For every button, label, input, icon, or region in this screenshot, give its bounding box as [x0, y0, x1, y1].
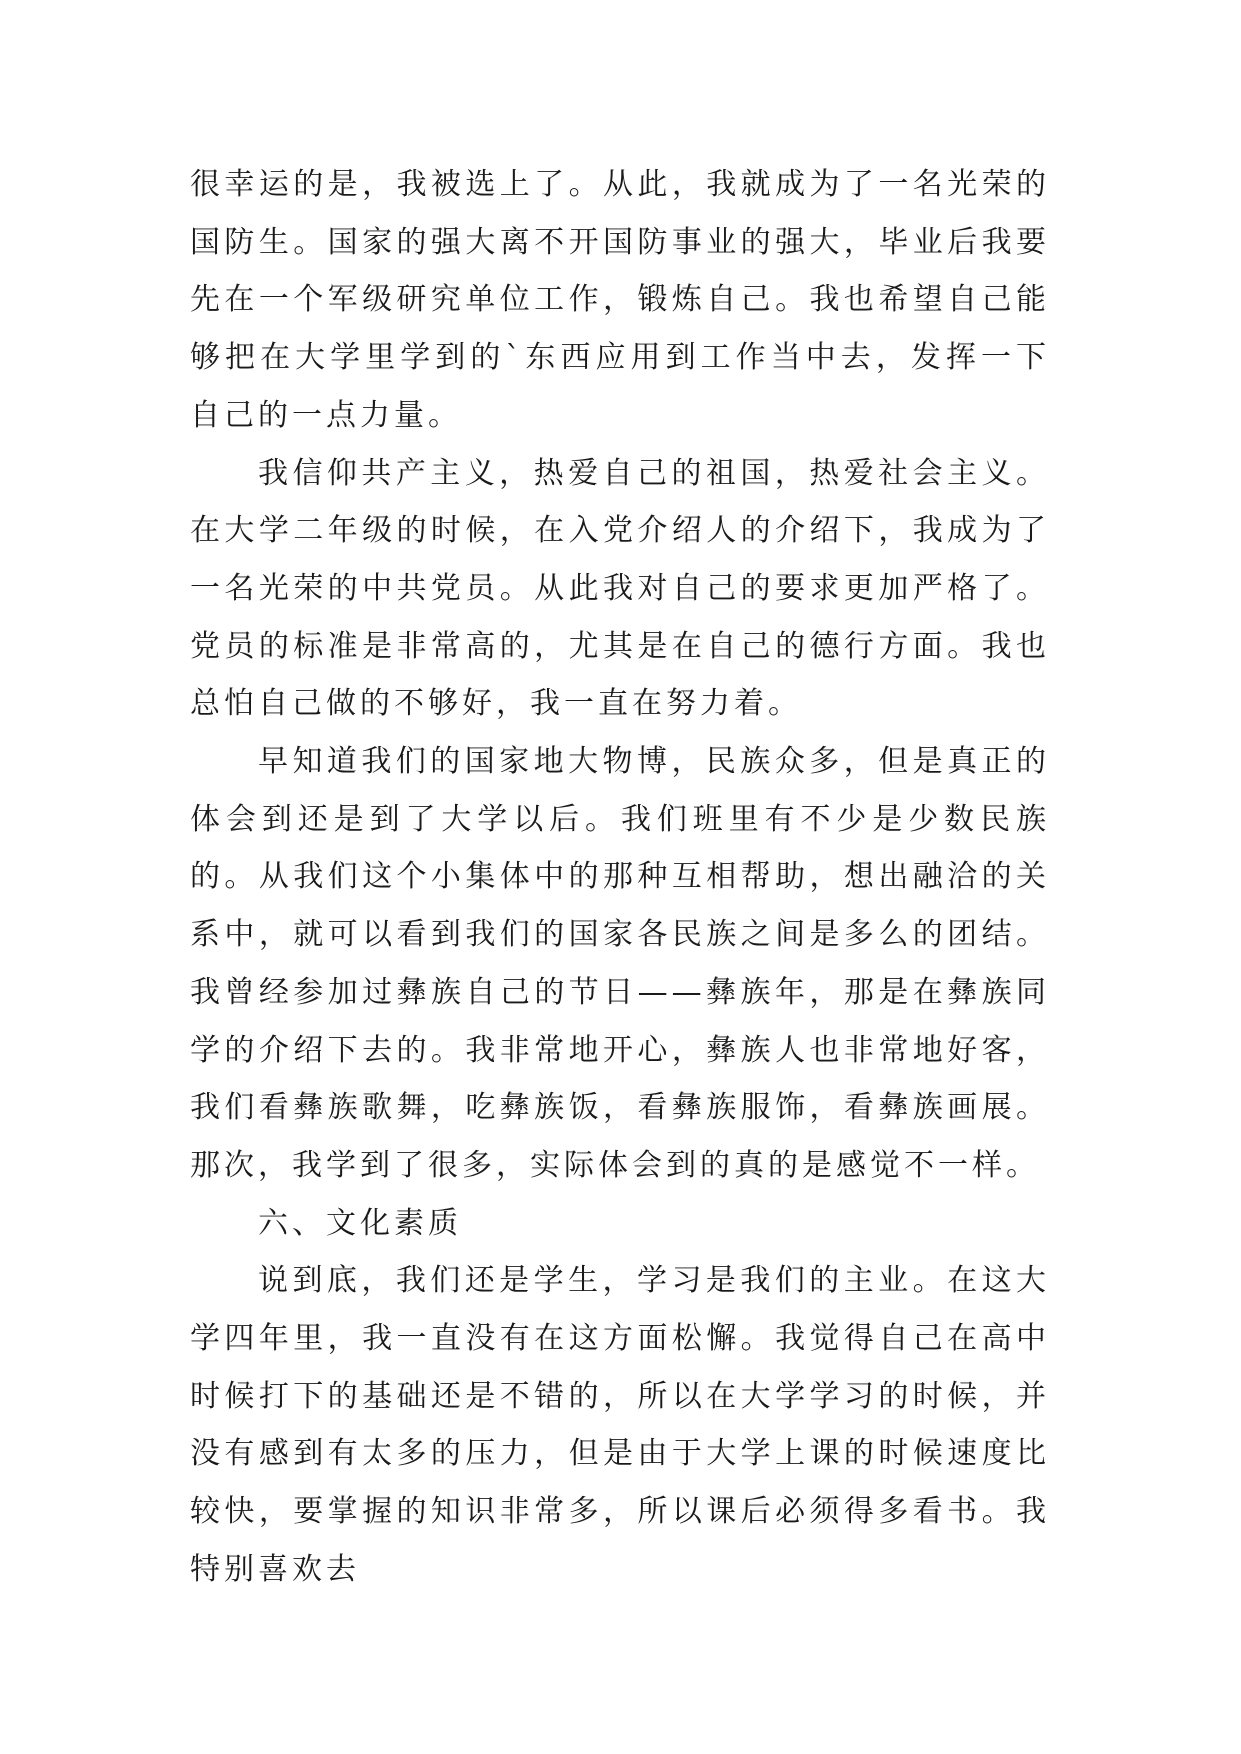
paragraph-3: 早知道我们的国家地大物博，民族众多，但是真正的体会到还是到了大学以后。我们班里有不少是少数民族的。从我们这个小集体中的那种互相帮助，想出融洽的关系中，就可以看到我们的国家各民族之间是多么的团结。我曾经参加过彝族自己的节日——彝族年，那是在彝族同学的介绍下去的。我非常地开心，彝族人也非常地好客，我们看彝族歌舞，吃彝族饭，看彝族服饰，看彝族画展。那次，我学到了很多，实际体会到的真的是感觉不一样。	[190, 744, 1050, 1183]
paragraph-2: 我信仰共产主义，热爱自己的祖国，热爱社会主义。在大学二年级的时候，在入党介绍人的介绍下，我成为了一名光荣的中共党员。从此我对自己的要求更加严格了。党员的标准是非常高的，尤其是在自己的德行方面。我也总怕自己做的不够好，我一直在努力着。	[190, 455, 1050, 722]
section-heading-culture: 六、文化素质	[258, 1205, 462, 1241]
paragraph-1: 很幸运的是，我被选上了。从此，我就成为了一名光荣的国防生。国家的强大离不开国防事业的强大，毕业后我要先在一个军级研究单位工作，锻炼自己。我也希望自己能够把在大学里学到的`东西应用到工作当中去，发挥一下自己的一点力量。	[190, 167, 1050, 433]
paragraph-4: 说到底，我们还是学生，学习是我们的主业。在这大学四年里，我一直没有在这方面松懈。我觉得自己在高中时候打下的基础还是不错的，所以在大学学习的时候，并没有感到有太多的压力，但是由于大学上课的时候速度比较快，要掌握的知识非常多，所以课后必须得多看书。我特别喜欢去	[190, 1263, 1050, 1587]
document-body	[190, 156, 1050, 1599]
